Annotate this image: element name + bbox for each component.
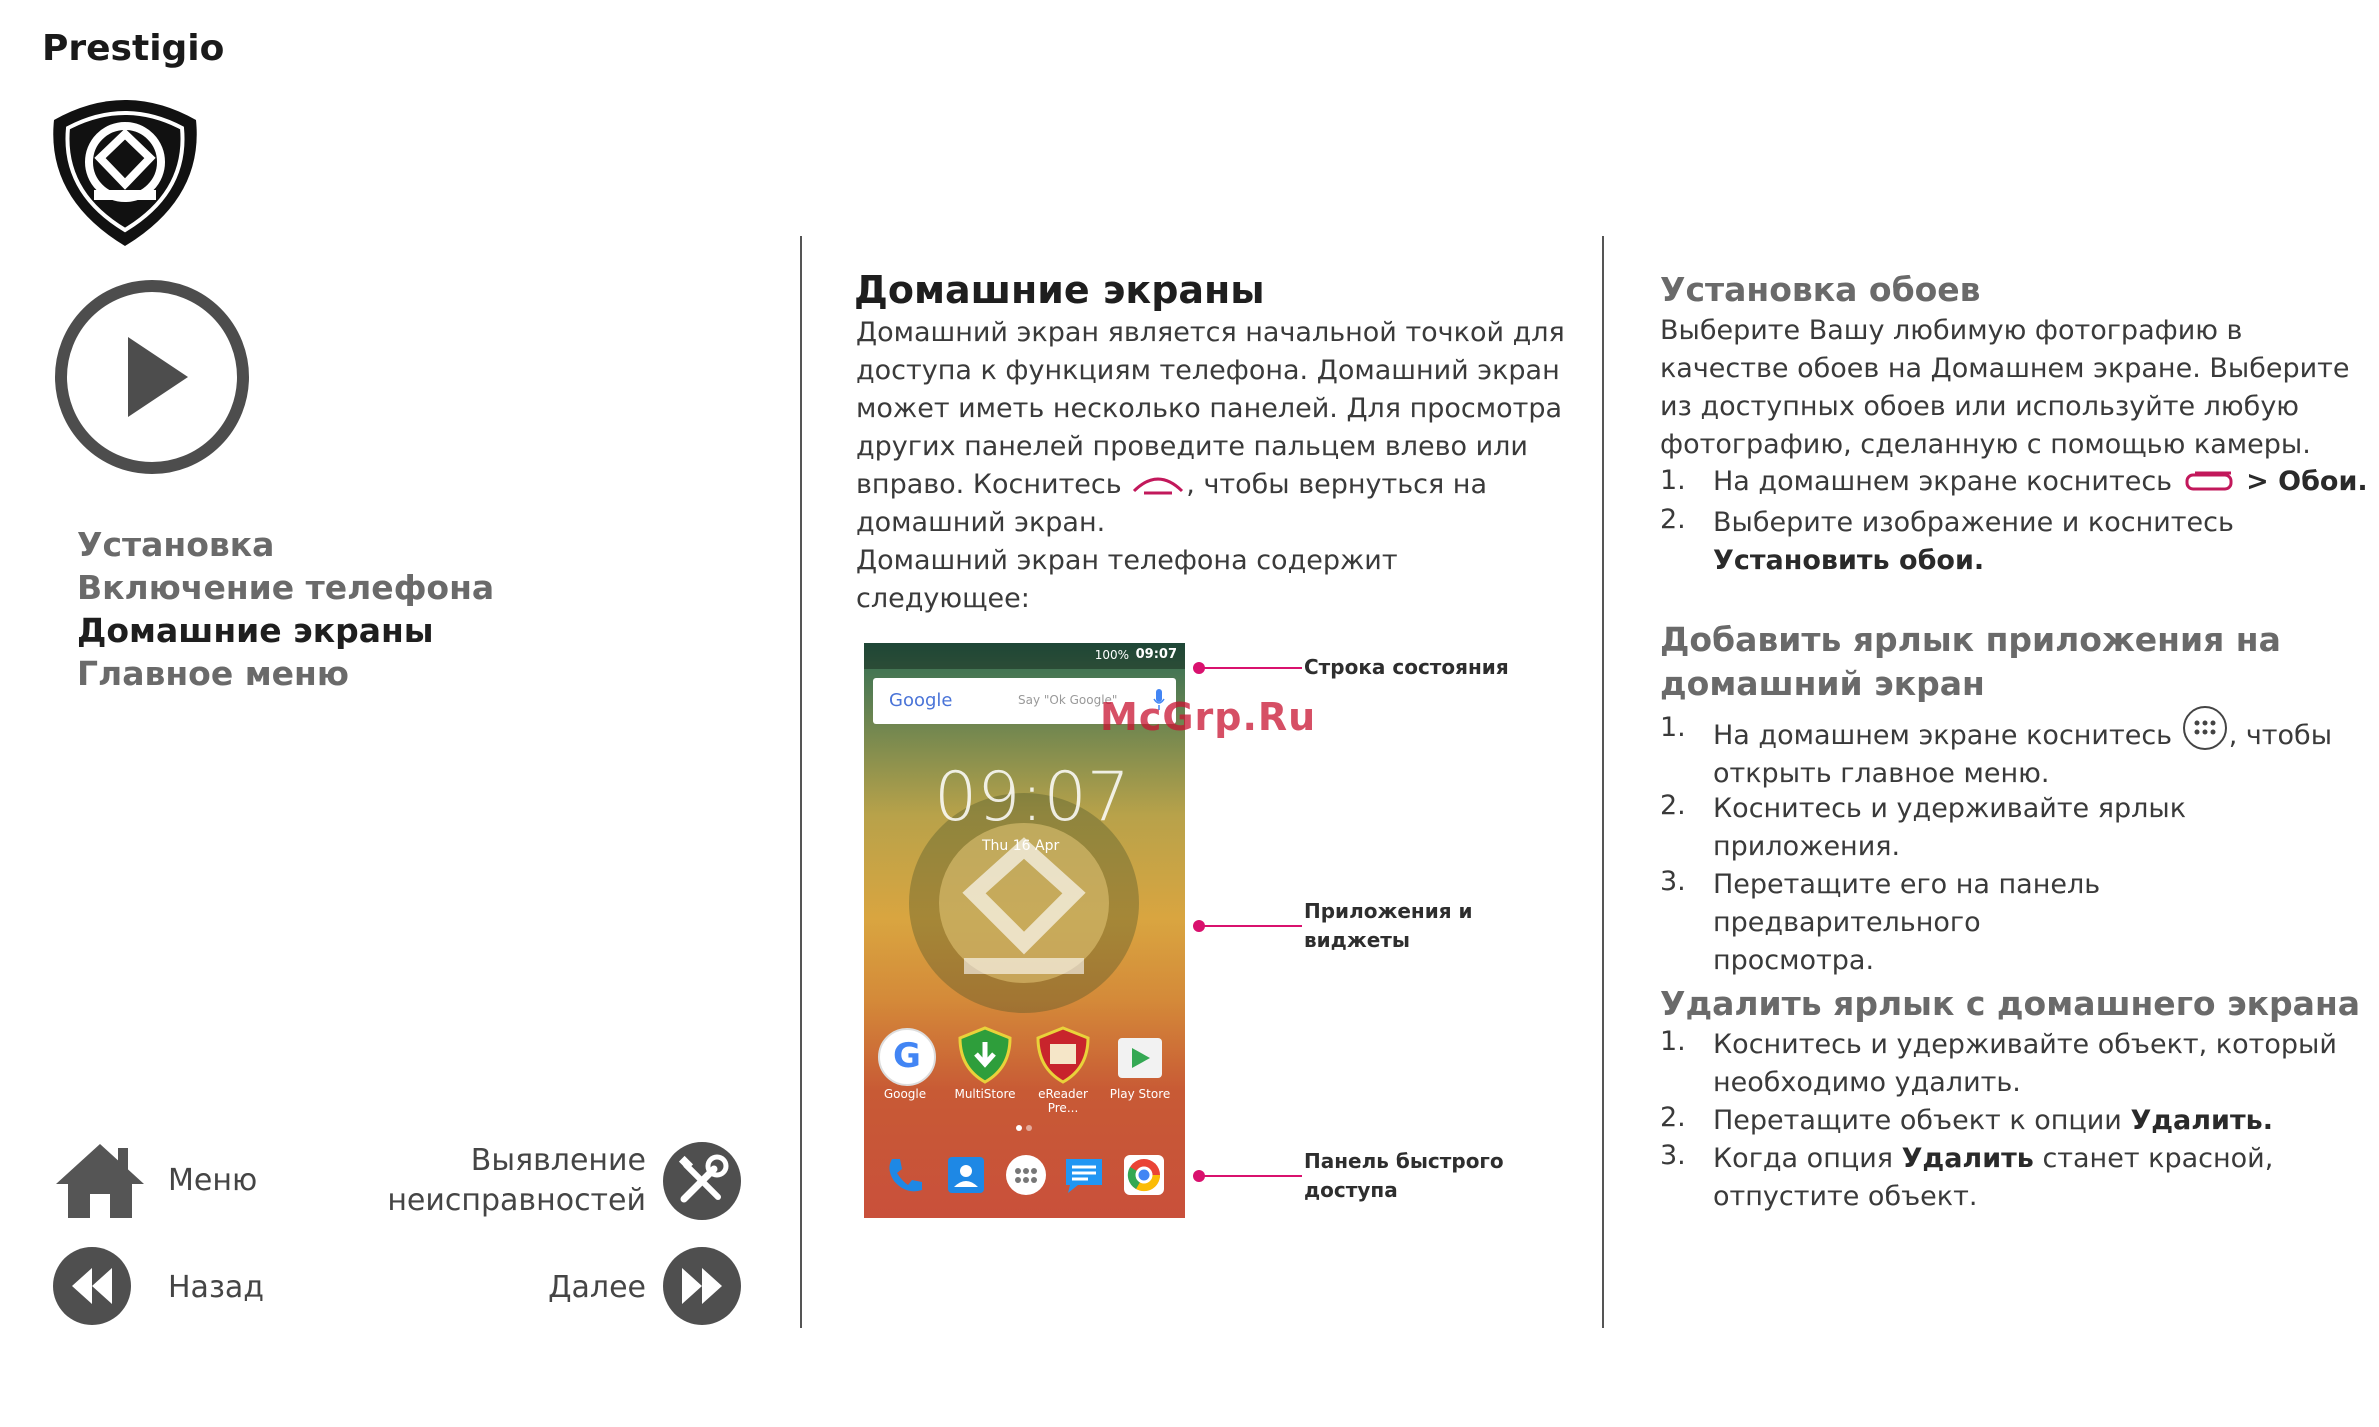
list-number: 1. [1660,712,1686,743]
add-shortcut-step-3: Перетащите его на панель предварительного просмотра. [1713,869,2101,976]
wallpaper-step-1: На домашнем экране коснитесь > Обои. [1713,466,2368,497]
toc-item-home-screens[interactable]: Домашние экраны [77,611,434,650]
intro-line: может иметь несколько панелей. Для просмотра [856,393,1563,424]
app-label: eReader Pre... [1038,1087,1088,1115]
chrome-dock-icon [1122,1153,1166,1197]
next-link[interactable]: Далее [548,1270,646,1305]
intro-line: домашний экран. [856,507,1106,538]
intro-line: доступа к функциям телефона. Домашний экран [856,355,1560,386]
phone-clock: 09:07 [934,758,1130,837]
column-divider-left [800,236,802,1328]
troubleshoot-tools-icon[interactable] [662,1141,742,1221]
phone-dock-icon [882,1153,926,1197]
intro-line: вправо. Коснитесь , чтобы вернуться на [856,469,1487,500]
app-label: Google [883,1087,927,1101]
remove-shortcut-step-3: Когда опция Удалить станет красной, отпустите объект. [1713,1143,2274,1212]
troubleshoot-label-1[interactable]: Выявление [470,1143,646,1178]
google-app-icon: G [878,1028,936,1086]
column-divider-right [1602,236,1604,1328]
page-indicator-dot [1026,1125,1032,1131]
apps-dock-icon [1004,1153,1048,1197]
wallpaper-intro: Выберите Вашу любимую фотографию в качестве обоев на Домашнем экране. Выберите из доступных обоев или используйте любую фотографию, сделанную с помощью камеры. [1660,315,2350,460]
toc-item-install[interactable]: Установка [77,525,275,564]
play-icon[interactable] [52,277,252,477]
list-number: 3. [1660,866,1686,897]
intro-line: Домашний экран является начальной точкой для [856,317,1565,348]
toc-item-main-menu[interactable]: Главное меню [77,654,349,693]
next-icon[interactable] [662,1246,742,1326]
status-time: 09:07 [1135,647,1177,662]
list-number: 2. [1660,504,1686,535]
multistore-app-icon [956,1026,1014,1084]
callout-line-apps [1199,925,1302,927]
list-number: 3. [1660,1140,1686,1171]
home-icon[interactable] [52,1140,148,1220]
back-link[interactable]: Назад [168,1270,265,1305]
intro-line: Домашний экран телефона содержит [856,545,1398,576]
remove-shortcut-step-2: Перетащите объект к опции Удалить. [1713,1105,2273,1136]
section-title-wallpaper: Установка обоев [1660,270,1981,309]
app-label: MultiStore [954,1087,1016,1101]
battery-level: 100% [1094,648,1129,662]
apps-menu-icon [2181,704,2229,752]
page-title: Домашние экраны [854,268,1265,312]
callout-line-status [1199,667,1302,669]
callout-line-dock [1199,1175,1302,1177]
list-number: 2. [1660,790,1686,821]
search-hint: Say "Ok Google" [1018,693,1118,707]
contacts-dock-icon [944,1153,988,1197]
google-logo: Google [889,690,953,711]
play-store-app-icon [1112,1028,1168,1084]
menu-button-icon [2181,469,2237,495]
phone-date: Thu 16 Apr [982,838,1060,854]
add-shortcut-step-2: Коснитесь и удерживайте ярлык приложения. [1713,793,2187,862]
brand-name: Prestigio [42,28,225,69]
ereader-app-icon [1034,1026,1092,1084]
phone-status-bar [864,643,1185,669]
section-title-add-shortcut: Добавить ярлык приложения на домашний экран [1660,620,2281,703]
remove-shortcut-step-1: Коснитесь и удерживайте объект, который необходимо удалить. [1713,1029,2337,1098]
callout-dock: Панель быстрого доступа [1304,1149,1504,1202]
list-number: 1. [1660,465,1686,496]
page-indicator-dot [1016,1125,1022,1131]
section-title-remove-shortcut: Удалить ярлык с домашнего экрана [1660,984,2361,1023]
callout-status-bar: Строка состояния [1304,655,1509,679]
callout-apps: Приложения и виджеты [1304,899,1473,952]
list-number: 1. [1660,1026,1686,1057]
wallpaper-step-2: Выберите изображение и коснитесь Установить обои. [1713,507,2234,576]
prestigio-logo-icon [44,88,206,250]
app-label: Play Store [1109,1087,1171,1101]
intro-paragraph [856,314,1576,618]
intro-line: следующее: [856,583,1030,614]
toc-item-power-on[interactable]: Включение телефона [77,568,495,607]
messages-dock-icon [1062,1153,1106,1197]
intro-line: других панелей проведите пальцем влево или [856,431,1528,462]
add-shortcut-step-1: На домашнем экране коснитесь , чтобы открыть главное меню. [1713,704,2373,793]
menu-link[interactable]: Меню [168,1163,258,1198]
back-icon[interactable] [52,1246,132,1326]
troubleshoot-label-2[interactable]: неисправностей [387,1183,646,1218]
watermark-text: McGrp.Ru [1100,695,1317,739]
home-button-icon [1130,471,1186,497]
list-number: 2. [1660,1102,1686,1133]
